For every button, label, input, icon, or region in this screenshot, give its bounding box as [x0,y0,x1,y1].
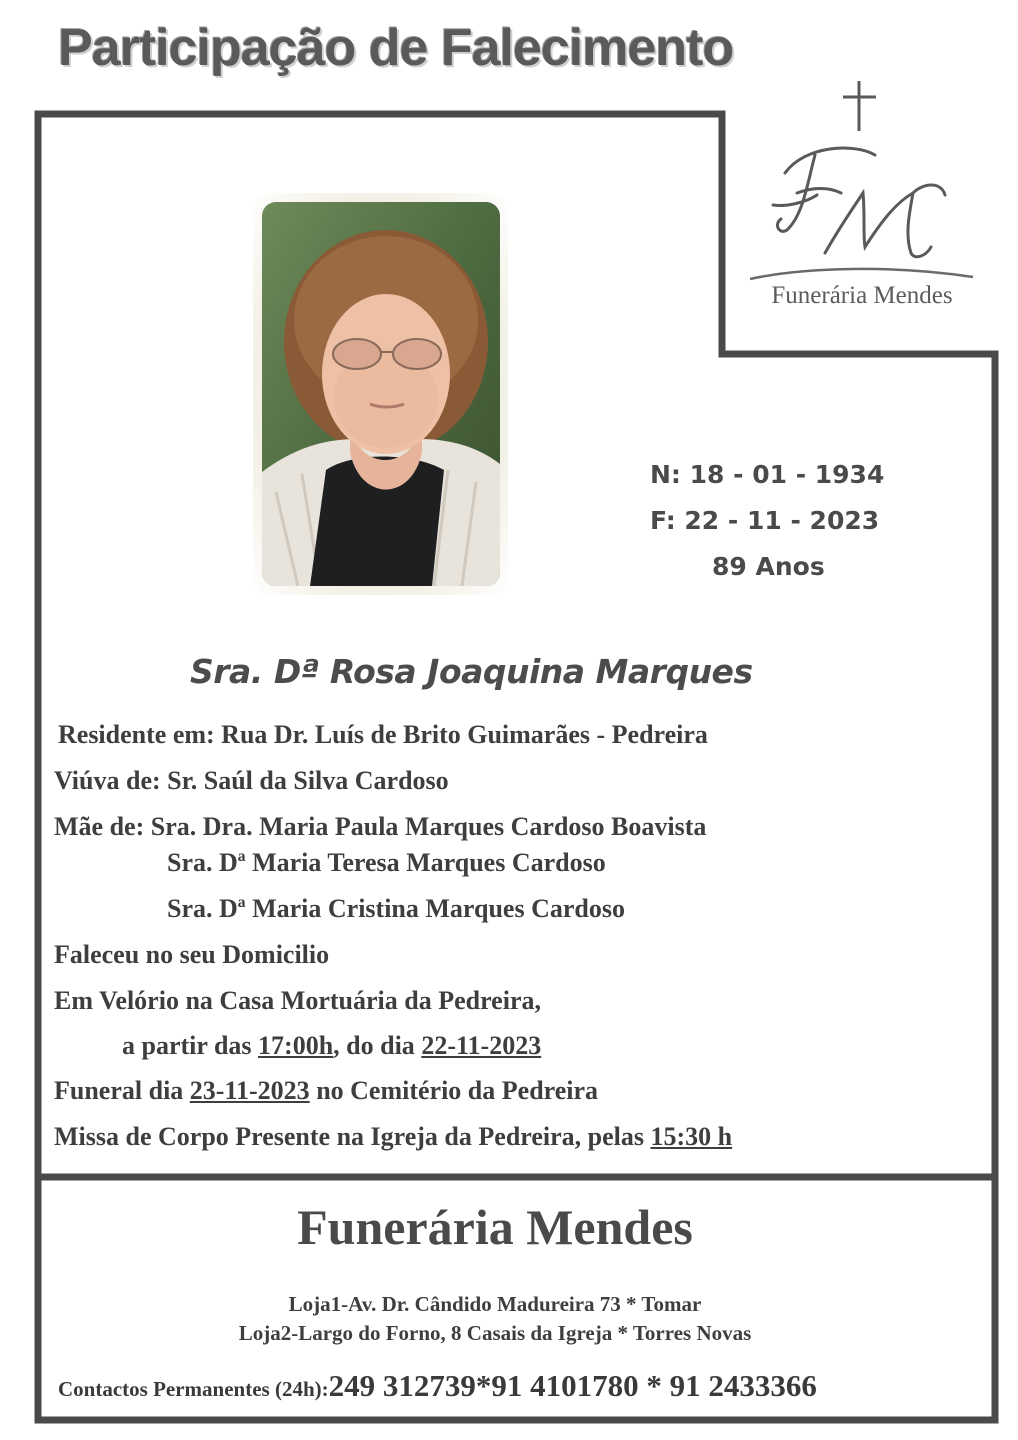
death-place-line: Faleceu no seu Domicilio [54,940,330,969]
life-dates [650,452,910,590]
mass-prefix: Missa de Corpo Presente na Igreja da Pedreira, pelas [54,1122,651,1151]
mass-time: 15:30 h [650,1122,733,1151]
contacts-label: Contactos Permanentes (24h): [58,1377,329,1401]
funeral-date: 23-11-2023 [189,1076,310,1105]
child-name: Sra. Dª Maria Cristina Marques Cardoso [167,894,625,923]
child-name: Sra. Dra. Maria Paula Marques Cardoso Boavista [150,812,707,841]
wake-time-line [122,1031,541,1061]
wake-from-prefix: a partir das [122,1031,259,1060]
funeral-prefix: Funeral dia [54,1076,190,1105]
store-2-address: Loja2-Largo do Forno, 8 Casais da Igreja * Torres Novas [238,1321,752,1345]
birth-date: N: 18 - 01 - 1934 [650,460,885,489]
children-line [54,812,706,842]
cross-icon [843,81,876,131]
widow-line: Viúva de: Sr. Saúl da Silva Cardoso [54,766,449,795]
wake-time: 17:00h [258,1031,334,1060]
store-1-address: Loja1-Av. Dr. Cândido Madureira 73 * Tomar [288,1292,702,1316]
footer-company-name: Funerária Mendes [297,1199,693,1255]
wake-day-prefix: , do dia [333,1031,422,1060]
residence-line: Residente em: Rua Dr. Luís de Brito Guimarães - Pedreira [58,720,708,749]
contacts-line [58,1368,817,1404]
logo-name: Funerária Mendes [771,282,953,309]
monogram-fm-icon [773,148,945,257]
wake-line: Em Velório na Casa Mortuária da Pedreira, [54,986,541,1015]
death-date: F: 22 - 11 - 2023 [650,506,880,535]
funeral-home-logo [745,75,980,315]
page-title: Participação de Falecimento [58,19,734,77]
contacts-numbers: 249 312739*91 4101780 * 91 2433366 [328,1368,817,1403]
funeral-suffix: no Cemitério da Pedreira [309,1076,599,1105]
age: 89 Anos [712,552,825,581]
deceased-name: Sra. Dª Rosa Joaquina Marques [190,652,753,691]
wake-date: 22-11-2023 [421,1031,542,1060]
mass-line [54,1122,732,1152]
child-name: Sra. Dª Maria Teresa Marques Cardoso [167,848,606,877]
portrait-photo [262,202,500,586]
funeral-line [54,1076,598,1106]
mother-label: Mãe de: [54,812,151,841]
